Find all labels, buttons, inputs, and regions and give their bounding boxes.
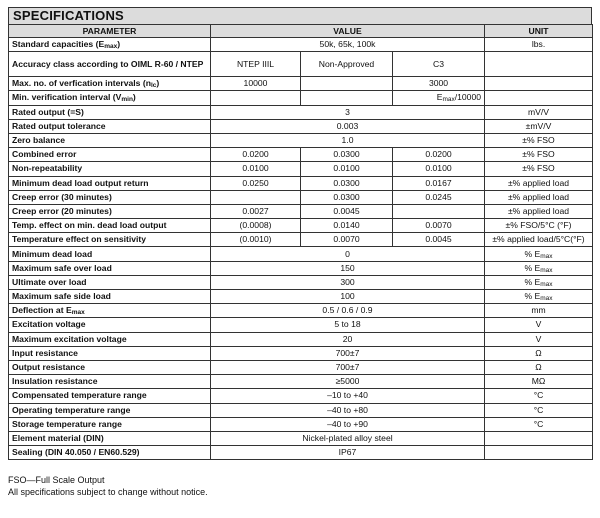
spec-row: [9, 219, 593, 233]
spec-row: [9, 105, 593, 119]
param-value-non-approved: 0.0070: [301, 233, 393, 247]
param-value-ntep: [211, 91, 301, 105]
spec-row: [9, 318, 593, 332]
header-value: VALUE: [211, 25, 485, 38]
param-value-ntep: [211, 190, 301, 204]
param-unit: ±mV/V: [485, 119, 593, 133]
spec-row: [9, 133, 593, 147]
param-name: Compensated temperature range: [9, 389, 211, 403]
param-value: –40 to +90: [211, 417, 485, 431]
spec-title: SPECIFICATIONS: [8, 7, 592, 24]
param-value-non-approved: [301, 77, 393, 91]
param-name: Temperature effect on sensitivity: [9, 233, 211, 247]
param-unit: % $E_{max}$: [485, 275, 593, 289]
param-unit: ±% applied load/5°C(°F): [485, 233, 593, 247]
param-value-ntep: 0.0027: [211, 204, 301, 218]
param-value: 0: [211, 247, 485, 261]
footnote-disclaimer: All specifications subject to change without notice.: [8, 487, 208, 497]
footnotes: [8, 474, 208, 498]
param-unit: lbs.: [485, 38, 593, 52]
param-value-non-approved: 0.0300: [301, 176, 393, 190]
param-name: Ultimate over load: [9, 275, 211, 289]
header-unit: UNIT: [485, 25, 593, 38]
param-unit: [485, 446, 593, 460]
param-name: Maximum safe side load: [9, 290, 211, 304]
param-value: 0.5 / 0.6 / 0.9: [211, 304, 485, 318]
spec-row: [9, 190, 593, 204]
param-unit: ±% FSO: [485, 133, 593, 147]
param-unit: Ω: [485, 346, 593, 360]
param-unit: °C: [485, 389, 593, 403]
param-value-c3: 0.0045: [393, 233, 485, 247]
param-unit: V: [485, 318, 593, 332]
param-unit: ±% applied load: [485, 204, 593, 218]
param-name: Maximum excitation voltage: [9, 332, 211, 346]
param-value: Nickel-plated alloy steel: [211, 431, 485, 445]
param-name: Combined error: [9, 148, 211, 162]
param-value-c3: 0.0200: [393, 148, 485, 162]
param-unit: % $E_{max}$: [485, 290, 593, 304]
param-value-ntep: 0.0200: [211, 148, 301, 162]
param-value-ntep: 0.0100: [211, 162, 301, 176]
param-name: Rated output tolerance: [9, 119, 211, 133]
param-value: 100: [211, 290, 485, 304]
param-value: 1.0: [211, 133, 485, 147]
spec-row: [9, 261, 593, 275]
spec-row: [9, 417, 593, 431]
param-name: Zero balance: [9, 133, 211, 147]
param-name: Operating temperature range: [9, 403, 211, 417]
param-name: Element material (DIN): [9, 431, 211, 445]
param-value-non-approved: Non-Approved: [301, 52, 393, 77]
spec-row: [9, 247, 593, 261]
param-name: Sealing (DIN 40.050 / EN60.529): [9, 446, 211, 460]
spec-row: [9, 446, 593, 460]
param-unit: [485, 52, 593, 77]
param-unit: ±% FSO: [485, 148, 593, 162]
param-value-c3: C3: [393, 52, 485, 77]
param-unit: °C: [485, 417, 593, 431]
param-value-non-approved: 0.0300: [301, 190, 393, 204]
param-name: Creep error (20 minutes): [9, 204, 211, 218]
param-unit: [485, 77, 593, 91]
param-name: Excitation voltage: [9, 318, 211, 332]
param-value-ntep: NTEP IIIL: [211, 52, 301, 77]
param-value-non-approved: 0.0100: [301, 162, 393, 176]
param-value-c3: 0.0100: [393, 162, 485, 176]
spec-row: [9, 360, 593, 374]
param-name: Max. no. of verfication intervals $(n_{lc})$: [9, 77, 211, 91]
param-value-non-approved: [301, 91, 393, 105]
param-name: Minimum dead load output return: [9, 176, 211, 190]
param-value: IP67: [211, 446, 485, 460]
spec-row: [9, 304, 593, 318]
param-value-ntep: (0.0008): [211, 219, 301, 233]
param-value-ntep: (0.0010): [211, 233, 301, 247]
spec-row: [9, 162, 593, 176]
param-unit: ±% FSO/5°C (°F): [485, 219, 593, 233]
param-unit: MΩ: [485, 375, 593, 389]
param-value-c3: 3000: [393, 77, 485, 91]
param-value: ≥5000: [211, 375, 485, 389]
param-value: 50k, 65k, 100k: [211, 38, 485, 52]
param-name: Non-repeatability: [9, 162, 211, 176]
param-name: Creep error (30 minutes): [9, 190, 211, 204]
spec-sheet: [8, 7, 592, 460]
spec-row: [9, 290, 593, 304]
spec-row: [9, 403, 593, 417]
spec-row: [9, 148, 593, 162]
param-unit: mm: [485, 304, 593, 318]
param-unit: [485, 431, 593, 445]
spec-table-body: [9, 38, 593, 460]
param-unit: [485, 91, 593, 105]
spec-row: [9, 176, 593, 190]
spec-row: [9, 204, 593, 218]
param-name: Standard capacities $(E_{max})$: [9, 38, 211, 52]
param-name: Deflection at $E_{max}$: [9, 304, 211, 318]
param-name: Minimum dead load: [9, 247, 211, 261]
param-value-non-approved: 0.0140: [301, 219, 393, 233]
param-value: 5 to 18: [211, 318, 485, 332]
param-unit: V: [485, 332, 593, 346]
param-value-ntep: 10000: [211, 77, 301, 91]
param-name: Min. verification interval $(V_{min})$: [9, 91, 211, 105]
param-value-c3: 0.0245: [393, 190, 485, 204]
param-unit: mV/V: [485, 105, 593, 119]
param-name: Storage temperature range: [9, 417, 211, 431]
spec-row: [9, 431, 593, 445]
param-unit: % $E_{max}$: [485, 247, 593, 261]
param-value-c3: 0.0167: [393, 176, 485, 190]
spec-row: [9, 233, 593, 247]
param-value-c3: $E_{max}/10000$: [393, 91, 485, 105]
header-row: [9, 25, 593, 38]
spec-row: [9, 389, 593, 403]
spec-row: [9, 52, 593, 77]
param-value: 700±7: [211, 360, 485, 374]
param-unit: ±% FSO: [485, 162, 593, 176]
spec-row: [9, 346, 593, 360]
param-value: 700±7: [211, 346, 485, 360]
spec-row: [9, 332, 593, 346]
param-unit: °C: [485, 403, 593, 417]
header-parameter: PARAMETER: [9, 25, 211, 38]
spec-row: [9, 375, 593, 389]
param-value: 3: [211, 105, 485, 119]
param-value-ntep: 0.0250: [211, 176, 301, 190]
spec-row: [9, 38, 593, 52]
spec-row: [9, 119, 593, 133]
param-unit: ±% applied load: [485, 190, 593, 204]
param-name: Input resistance: [9, 346, 211, 360]
param-value: 20: [211, 332, 485, 346]
param-name: Rated output (=S): [9, 105, 211, 119]
spec-row: [9, 275, 593, 289]
param-value-c3: 0.0070: [393, 219, 485, 233]
param-unit: Ω: [485, 360, 593, 374]
param-name: Accuracy class according to OIML R-60 / NTEP: [9, 52, 211, 77]
param-value: 300: [211, 275, 485, 289]
param-unit: ±% applied load: [485, 176, 593, 190]
footnote-fso: FSO—Full Scale Output: [8, 475, 105, 485]
param-name: Maximum safe over load: [9, 261, 211, 275]
param-value-non-approved: 0.0300: [301, 148, 393, 162]
param-value: 0.003: [211, 119, 485, 133]
param-name: Temp. effect on min. dead load output: [9, 219, 211, 233]
param-value: –40 to +80: [211, 403, 485, 417]
spec-row: [9, 77, 593, 91]
param-value-non-approved: 0.0045: [301, 204, 393, 218]
param-unit: % $E_{max}$: [485, 261, 593, 275]
spec-table: [8, 24, 593, 460]
param-value: 150: [211, 261, 485, 275]
param-value: –10 to +40: [211, 389, 485, 403]
spec-row: [9, 91, 593, 105]
param-value-c3: [393, 204, 485, 218]
param-name: Output resistance: [9, 360, 211, 374]
param-name: Insulation resistance: [9, 375, 211, 389]
